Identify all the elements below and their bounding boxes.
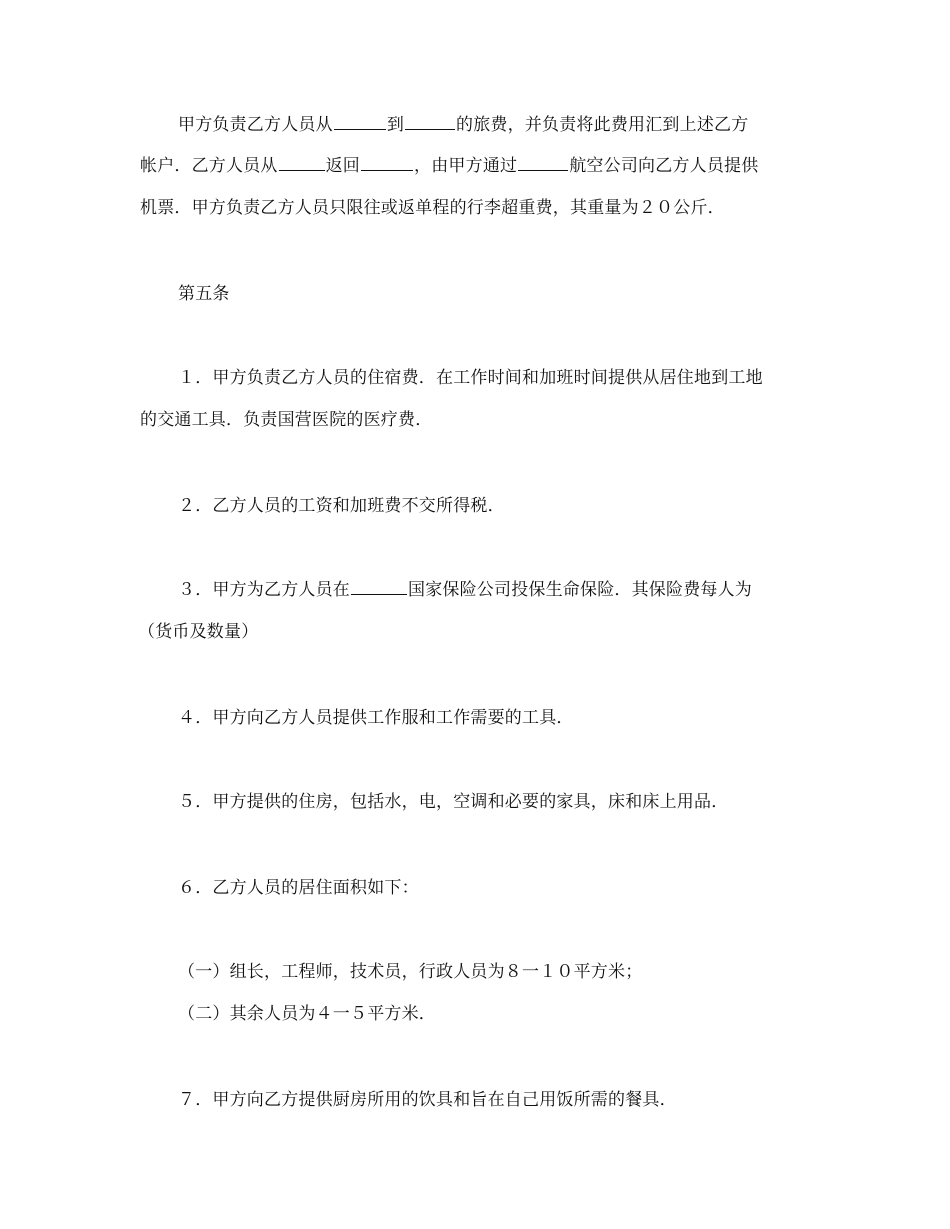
text-segment: 航空公司向乙方人员提供 — [569, 156, 759, 176]
clause5-heading: 第五条 — [178, 284, 230, 304]
fill-blank — [361, 154, 413, 171]
item6-sub-1: （一）组长，工程师，技术员，行政人员为８一１０平方米； — [178, 962, 643, 982]
text-segment: 帐户．乙方人员从 — [140, 156, 278, 176]
item5: ５．甲方提供的住房，包括水，电，空调和必要的家具，床和床上用品． — [178, 792, 729, 812]
text-segment: 的旅费，并负责将此费用汇到上述乙方 — [456, 115, 749, 135]
item1-line-1: １．甲方负责乙方人员的住宿费．在工作时间和加班时间提供从居住地到工地 — [178, 368, 763, 388]
text-segment: ，由甲方通过 — [414, 156, 518, 176]
fill-blank — [518, 154, 568, 171]
fill-blank — [405, 113, 455, 130]
item4: ４．甲方向乙方人员提供工作服和工作需要的工具． — [178, 708, 574, 728]
clause4-line-1 — [178, 113, 748, 137]
fill-blank — [279, 154, 325, 171]
item1-line-2: 的交通工具．负责国营医院的医疗费． — [140, 410, 433, 430]
text-segment: 国家保险公司投保生命保险．其保险费每人为 — [408, 580, 752, 600]
text-segment: ３．甲方为乙方人员在 — [178, 580, 350, 600]
clause4-line-3: 机票．甲方负责乙方人员只限往或返单程的行李超重费，其重量为２０公斤． — [140, 198, 725, 218]
clause4-line-2 — [140, 154, 758, 178]
item6: ６．乙方人员的居住面积如下： — [178, 878, 419, 898]
text-segment: 甲方负责乙方人员从 — [178, 115, 333, 135]
item6-sub-2: （二）其余人员为４一５平方米． — [178, 1004, 436, 1024]
item3-line-2: （货币及数量） — [138, 622, 259, 642]
fill-blank — [334, 113, 386, 130]
item2: ２．乙方人员的工资和加班费不交所得税． — [178, 496, 505, 516]
item7: ７．甲方向乙方提供厨房所用的饮具和旨在自己用饭所需的餐具． — [178, 1090, 677, 1110]
text-segment: 返回 — [325, 156, 361, 176]
text-segment: 到 — [386, 115, 405, 135]
item3-line-1 — [178, 578, 752, 602]
fill-blank — [351, 578, 407, 595]
